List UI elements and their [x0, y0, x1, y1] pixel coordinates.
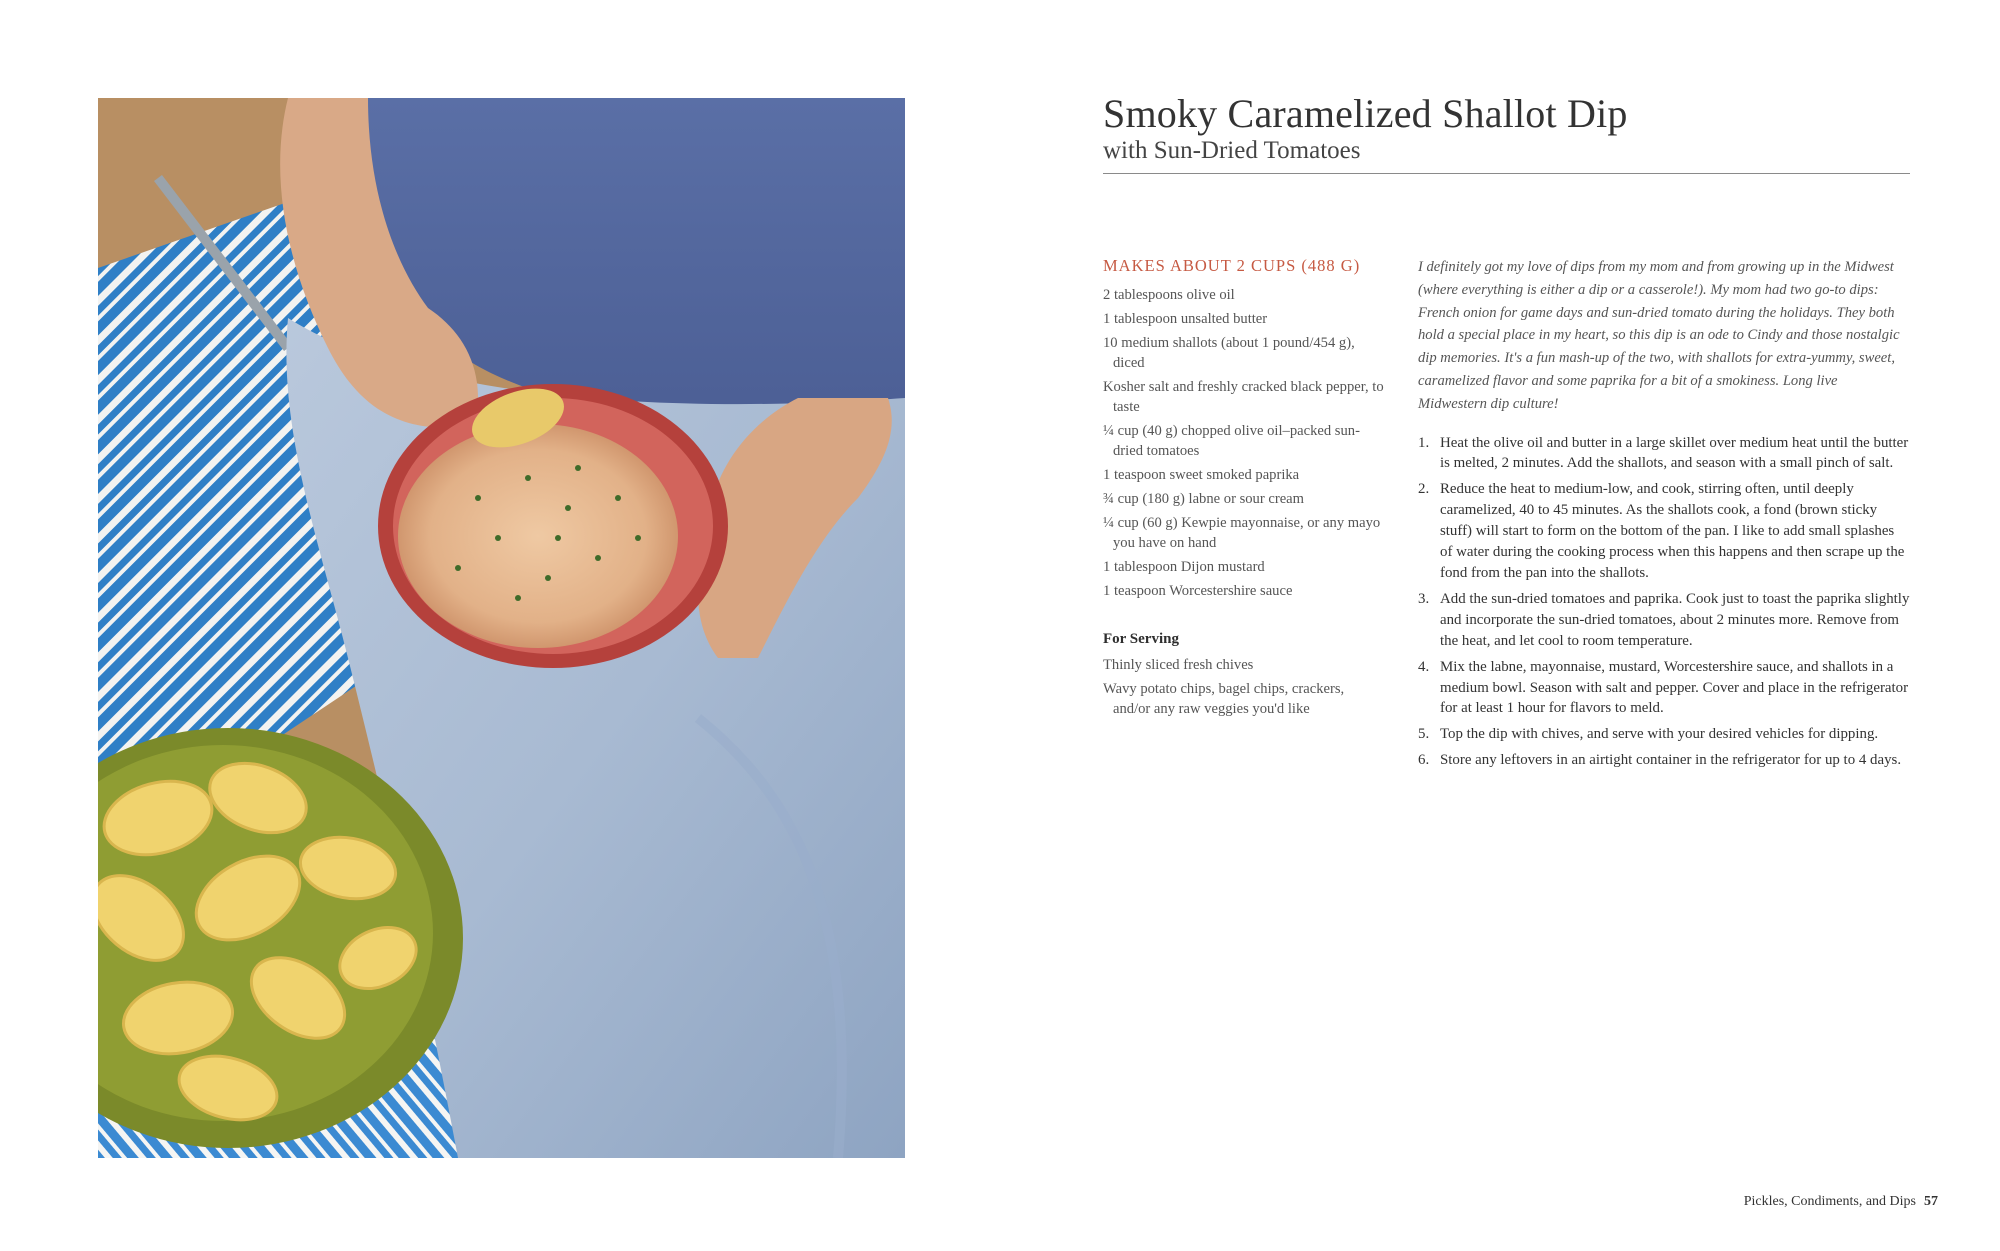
recipe-subtitle: with Sun-Dried Tomatoes — [1103, 137, 1361, 164]
step-number: 3. — [1418, 590, 1430, 607]
step-text: Mix the labne, mayonnaise, mustard, Worcestershire sauce, and shallots in a medium bowl. Season with salt and pepper. Cover and place in the refrigerator for at least 1 hour for flavors to meld. — [1440, 658, 1909, 717]
title-divider — [1103, 173, 1910, 174]
serving-heading: For Serving — [1103, 631, 1179, 647]
ingredient-item: 1 tablespoon Dijon mustard — [1103, 559, 1265, 575]
step-text: Store any leftovers in an airtight container in the refrigerator for up to 4 days. — [1440, 752, 1902, 769]
step-item — [1418, 479, 1910, 584]
step-text: Add the sun-dried tomatoes and paprika. Cook just to toast the paprika slightly and incorporate the sun-dried tomatoes, about 2 minutes more. Remove from the heat, and let cool to room temperature. — [1440, 590, 1910, 649]
serving-list — [1103, 655, 1385, 719]
ingredient-item: ¾ cup (180 g) labne or sour cream — [1103, 491, 1304, 507]
ingredient-item: 2 tablespoons olive oil — [1103, 287, 1235, 303]
step-number: 1. — [1418, 434, 1430, 451]
serving-item: Wavy potato chips, bagel chips, crackers, and/or any raw veggies you'd like — [1103, 681, 1345, 717]
recipe-title: Smoky Caramelized Shallot Dip — [1103, 91, 1628, 136]
step-number: 2. — [1418, 481, 1430, 498]
page-footer — [1744, 1194, 1938, 1210]
ingredient-item: 1 tablespoon unsalted butter — [1103, 311, 1268, 327]
ingredient-item: 1 teaspoon Worcestershire sauce — [1103, 583, 1293, 599]
method-column — [1418, 256, 1910, 776]
step-list — [1418, 433, 1910, 772]
ingredient-item: 1 teaspoon sweet smoked paprika — [1103, 467, 1300, 483]
step-text: Reduce the heat to medium-low, and cook, stirring often, until deeply caramelized, 40 to 45 minutes. As the shallots cook, a fond (brown sticky stuff) will start to form on the bottom of the pan. I like to add small splashes of water during the cooking process when this happens and then scrape up the fond from the pan into the shallots. — [1440, 481, 1905, 582]
ingredient-item: ¼ cup (40 g) chopped olive oil–packed sun-dried tomatoes — [1103, 423, 1360, 459]
step-text: Top the dip with chives, and serve with your desired vehicles for dipping. — [1440, 726, 1879, 743]
step-item — [1418, 724, 1910, 745]
ingredient-list — [1103, 285, 1385, 601]
step-number: 4. — [1418, 658, 1430, 675]
ingredients-column — [1103, 256, 1385, 723]
step-text: Heat the olive oil and butter in a large skillet over medium heat until the butter is melted, 2 minutes. Add the shallots, and season with a small pinch of salt. — [1440, 434, 1909, 472]
step-number: 5. — [1418, 726, 1430, 743]
dip-bowl-photo — [98, 98, 905, 1158]
step-item — [1418, 657, 1910, 720]
step-item — [1418, 589, 1910, 652]
recipe-photo — [98, 98, 905, 1158]
step-item — [1418, 433, 1910, 475]
ingredient-item: Kosher salt and freshly cracked black pepper, to taste — [1103, 379, 1384, 415]
recipe-intro: I definitely got my love of dips from my mom and from growing up in the Midwest (where everything is either a dip or a casserole!). My mom had two go-to dips: French onion for game days and sun-dried tomato during the holidays. They both hold a special place in my heart, so this dip is an ode to Cindy and those nostalgic dip memories. It's a fun mash-up of the two, with shallots for extra-yummy, sweet, caramelized flavor and some paprika for a bit of a smokiness. Long live Midwestern dip culture! — [1418, 259, 1900, 412]
section-name: Pickles, Condiments, and Dips — [1743, 1194, 1916, 1209]
step-item — [1418, 750, 1910, 771]
serving-item: Thinly sliced fresh chives — [1103, 657, 1254, 673]
page-number: 57 — [1924, 1194, 1938, 1209]
step-number: 6. — [1418, 752, 1430, 769]
ingredient-item: 10 medium shallots (about 1 pound/454 g), diced — [1103, 335, 1355, 371]
ingredient-item: ¼ cup (60 g) Kewpie mayonnaise, or any mayo you have on hand — [1103, 515, 1381, 551]
recipe-yield: MAKES ABOUT 2 CUPS (488 G) — [1103, 256, 1361, 275]
